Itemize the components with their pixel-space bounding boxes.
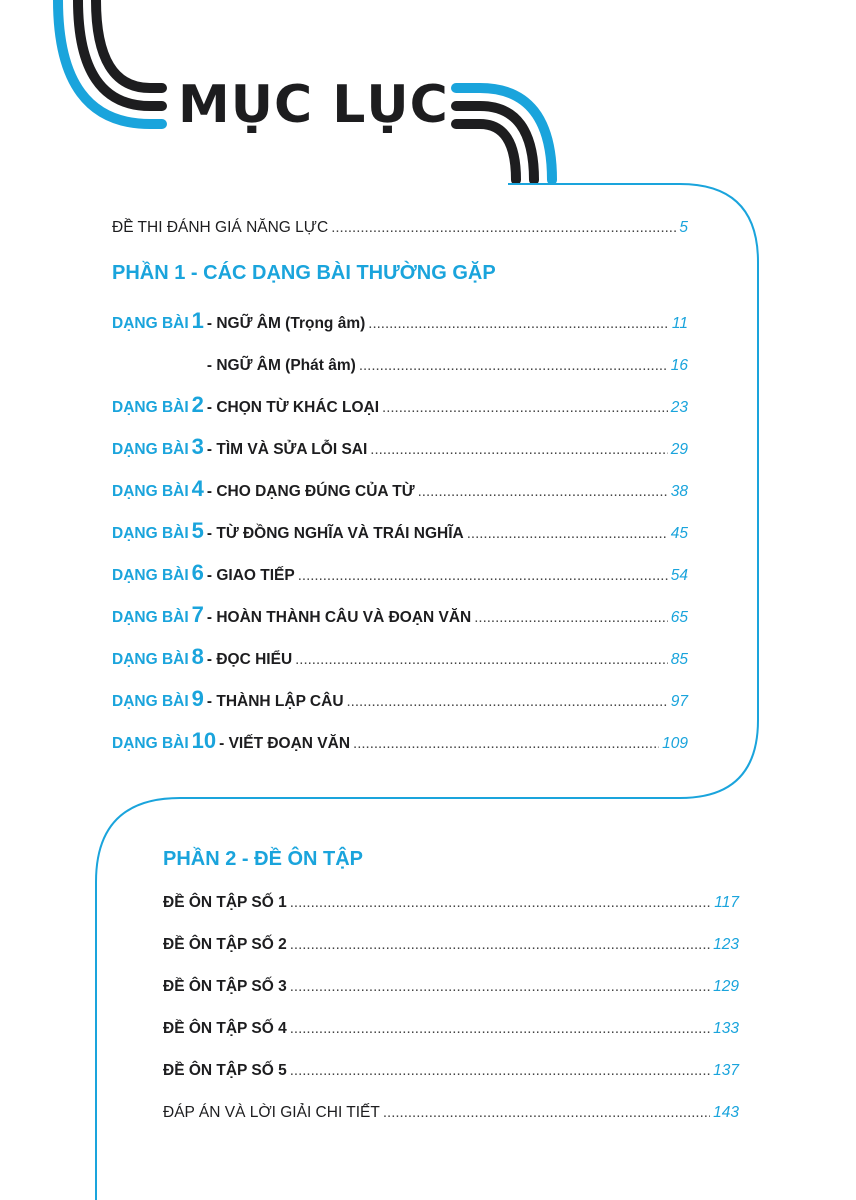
- type-label: DẠNG BÀI: [112, 399, 189, 416]
- toc-page-number: 109: [662, 735, 688, 752]
- toc-entry-text: ĐỀ THI ĐÁNH GIÁ NĂNG LỰC: [112, 219, 329, 236]
- type-number: 1: [191, 308, 204, 333]
- page-title: MỤC LỤC: [178, 75, 449, 135]
- toc-entry-text: ĐỀ ÔN TẬP SỐ 4: [163, 1020, 287, 1037]
- toc-entry-text: - HOÀN THÀNH CÂU VÀ ĐOẠN VĂN: [206, 609, 472, 626]
- type-label: DẠNG BÀI: [112, 609, 189, 626]
- type-number: 7: [191, 602, 204, 627]
- corner-arc-dark: [96, 0, 162, 88]
- toc-row-part1[interactable]: [112, 728, 688, 754]
- leader-dots: [331, 219, 676, 236]
- leader-dots: [290, 1020, 710, 1037]
- toc-page-number: 54: [670, 567, 688, 584]
- leader-dots: [290, 978, 710, 995]
- toc-page-number: 5: [679, 219, 688, 236]
- leader-dots: [368, 315, 669, 332]
- toc-row-part1[interactable]: [112, 644, 688, 670]
- toc-row-part1[interactable]: [112, 434, 688, 460]
- toc-page-number: 11: [671, 315, 688, 332]
- leader-dots: [370, 441, 667, 458]
- toc-entry-text: ĐỀ ÔN TẬP SỐ 5: [163, 1062, 287, 1079]
- toc-entry-text: ĐÁP ÁN VÀ LỜI GIẢI CHI TIẾT: [163, 1104, 380, 1121]
- toc-entry-text: ĐỀ ÔN TẬP SỐ 2: [163, 936, 287, 953]
- type-number: 3: [191, 434, 204, 459]
- toc-page-number: 123: [713, 936, 739, 953]
- type-label: DẠNG BÀI: [112, 441, 189, 458]
- toc-page-number: 137: [713, 1062, 739, 1079]
- leader-dots: [418, 483, 668, 500]
- toc-row-part1[interactable]: [112, 686, 688, 712]
- leader-dots: [290, 894, 712, 911]
- type-label: DẠNG BÀI: [112, 483, 189, 500]
- toc-row-part1[interactable]: [112, 350, 688, 376]
- toc-entry-text: - TỪ ĐỒNG NGHĨA VÀ TRÁI NGHĨA: [206, 525, 464, 542]
- type-label: DẠNG BÀI: [112, 735, 189, 752]
- toc-row-part2[interactable]: [163, 894, 739, 920]
- toc-entry-text: - THÀNH LẬP CÂU: [206, 693, 344, 710]
- leader-dots: [467, 525, 668, 542]
- toc-page-number: 85: [670, 651, 688, 668]
- toc-row-part2[interactable]: [163, 936, 739, 962]
- toc-page-number: 97: [670, 693, 688, 710]
- toc-entry-text: - VIẾT ĐOẠN VĂN: [219, 735, 351, 752]
- leader-dots: [382, 399, 668, 416]
- type-label: DẠNG BÀI: [112, 651, 189, 668]
- toc-row-intro[interactable]: [112, 219, 688, 245]
- leader-dots: [347, 693, 668, 710]
- toc-entry-text: - TÌM VÀ SỬA LỖI SAI: [206, 441, 368, 458]
- title-arc-dark: [456, 124, 516, 180]
- toc-row-part1[interactable]: [112, 518, 688, 544]
- toc-entry-text: - NGỮ ÂM (Trọng âm): [206, 315, 366, 332]
- type-number: 6: [191, 560, 204, 585]
- title-arc-dark: [456, 106, 534, 180]
- leader-dots: [353, 735, 659, 752]
- type-label: DẠNG BÀI: [112, 567, 189, 584]
- toc-page-number: 117: [714, 894, 739, 911]
- type-label: DẠNG BÀI: [112, 693, 189, 710]
- type-number: 9: [191, 686, 204, 711]
- toc-page-number: 133: [713, 1020, 739, 1037]
- leader-dots: [290, 936, 710, 953]
- toc-page-number: 65: [670, 609, 688, 626]
- type-number: 5: [191, 518, 204, 543]
- toc-entry-text: - NGỮ ÂM (Phát âm): [206, 357, 356, 374]
- leader-dots: [359, 357, 668, 374]
- type-number: 8: [191, 644, 204, 669]
- toc-page-number: 45: [670, 525, 688, 542]
- toc-row-part1[interactable]: [112, 476, 688, 502]
- toc-page-number: 16: [670, 357, 688, 374]
- leader-dots: [383, 1104, 710, 1121]
- toc-page-number: 29: [670, 441, 688, 458]
- part2-heading: PHẦN 2 - ĐỀ ÔN TẬP: [163, 848, 364, 870]
- toc-entry-text: - CHO DẠNG ĐÚNG CỦA TỪ: [206, 483, 415, 500]
- toc-row-part1[interactable]: [112, 308, 688, 334]
- toc-row-part1[interactable]: [112, 392, 688, 418]
- leader-dots: [290, 1062, 710, 1079]
- type-number: 4: [191, 476, 204, 501]
- toc-entry-text: ĐỀ ÔN TẬP SỐ 1: [163, 894, 287, 911]
- toc-entry-text: - GIAO TIẾP: [206, 567, 295, 584]
- toc-page-number: 143: [713, 1104, 739, 1121]
- leader-dots: [474, 609, 668, 626]
- leader-dots: [295, 651, 668, 668]
- toc-row-part1[interactable]: [112, 602, 688, 628]
- toc-row-part2[interactable]: [163, 1020, 739, 1046]
- toc-row-part2[interactable]: [163, 1062, 739, 1088]
- toc-entry-text: - ĐỌC HIỂU: [206, 651, 293, 668]
- toc-row-part1[interactable]: [112, 560, 688, 586]
- type-number: 2: [191, 392, 204, 417]
- toc-page-number: 23: [670, 399, 688, 416]
- toc-row-part2[interactable]: [163, 978, 739, 1004]
- toc-row-part2[interactable]: [163, 1104, 739, 1130]
- toc-entry-text: - CHỌN TỪ KHÁC LOẠI: [206, 399, 380, 416]
- toc-page-number: 38: [670, 483, 688, 500]
- toc-page-number: 129: [713, 978, 739, 995]
- part1-heading: PHẦN 1 - CÁC DẠNG BÀI THƯỜNG GẶP: [112, 262, 496, 284]
- type-label: DẠNG BÀI: [112, 315, 189, 332]
- toc-entry-text: ĐỀ ÔN TẬP SỐ 3: [163, 978, 287, 995]
- type-label: DẠNG BÀI: [112, 525, 189, 542]
- type-number: 10: [191, 728, 217, 753]
- leader-dots: [298, 567, 668, 584]
